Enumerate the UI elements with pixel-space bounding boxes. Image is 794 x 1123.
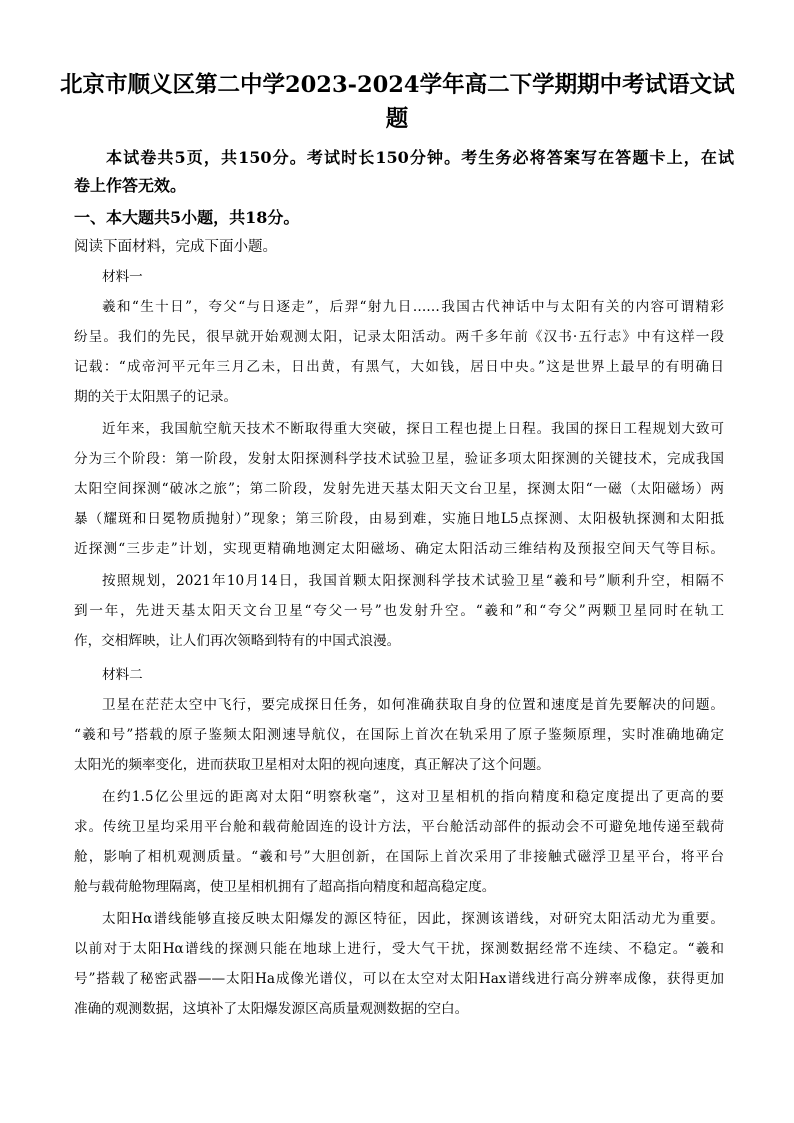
material-1-line: 近年来，我国航空航天技术不断取得重大突破，探日工程也提上日程。我国的探日工程规划大致可 xyxy=(102,421,724,437)
material-1-label: 材料一 xyxy=(102,269,143,285)
document-title-line-1: 北京市顺义区第二中学2023-2024学年高二下学期期中考试语文试 xyxy=(60,72,735,98)
document-title-line-2: 题 xyxy=(385,106,409,132)
material-1-line: 羲和“生十日”，夸父“与日逐走”，后羿“射九日……我国古代神话中与太阳有关的内容可谓精彩 xyxy=(102,299,724,315)
material-1-line: 暴（耀斑和日冕物质抛射）”现象；第三阶段，由易到难，实施日地L5点探测、太阳极轨探测和太阳抵 xyxy=(74,511,724,527)
exam-instructions-line-1: 本试卷共5页，共150分。考试时长150分钟。考生务必将答案写在答题卡上，在试 xyxy=(106,148,734,167)
material-1-line: 近探测“三步走”计划，实现更精确地测定太阳磁场、确定太阳活动三维结构及预报空间天气等目标。 xyxy=(74,541,724,557)
material-1-line: 到一年，先进天基太阳天文台卫星“夸父一号”也发射升空。“羲和”和“夸父”两颗卫星同时在轨工 xyxy=(74,603,724,619)
material-2-line: “羲和号”搭载的原子鉴频太阳测速导航仪，在国际上首次在轨采用了原子鉴频原理，实时准确地确定 xyxy=(74,727,724,743)
material-2-line: 太阳Hα谱线能够直接反映太阳爆发的源区特征，因此，探测该谱线，对研究太阳活动尤为重要。 xyxy=(102,911,724,927)
material-2-line: 卫星在茫茫太空中飞行，要完成探日任务，如何准确获取自身的位置和速度是首先要解决的问题。 xyxy=(102,697,724,713)
material-1-line: 纷呈。我们的先民，很早就开始观测太阳，记录太阳活动。两千多年前《汉书·五行志》中有这样一段 xyxy=(74,329,724,345)
material-1-line: 作，交相辉映，让人们再次领略到特有的中国式浪漫。 xyxy=(74,633,401,649)
section-prompt: 阅读下面材料，完成下面小题。 xyxy=(74,239,277,255)
material-2-line: 舱与载荷舱物理隔离，使卫星相机拥有了超高指向精度和超高稳定度。 xyxy=(74,879,496,895)
material-2-line: 求。传统卫星均采用平台舱和载荷舱固连的设计方法，平台舱活动部件的振动会不可避免地传递至载荷 xyxy=(74,819,724,835)
material-1-line: 记载：“成帝河平元年三月乙未，日出黄，有黑气，大如钱，居日中央。”这是世界上最早的有明确日 xyxy=(74,359,724,375)
material-1-line: 分为三个阶段：第一阶段，发射太阳探测科学技术试验卫星，验证多项太阳探测的关键技术，完成我国 xyxy=(74,451,724,467)
material-2-line: 以前对于太阳Hα谱线的探测只能在地球上进行，受大气干扰，探测数据经常不连续、不稳定。“羲和 xyxy=(74,941,724,957)
material-2-line: 太阳光的频率变化，进而获取卫星相对太阳的视向速度，真正解决了这个问题。 xyxy=(74,757,550,773)
material-1-line: 期的关于太阳黑子的记录。 xyxy=(74,389,238,405)
section-heading: 一、本大题共5小题，共18分。 xyxy=(74,208,300,227)
material-2-label: 材料二 xyxy=(102,667,143,683)
material-2-line: 准确的观测数据，这填补了太阳爆发源区高质量观测数据的空白。 xyxy=(74,1001,469,1017)
exam-instructions-line-2: 卷上作答无效。 xyxy=(74,176,187,195)
material-2-line: 舱，影响了相机观测质量。“羲和号”大胆创新，在国际上首次采用了非接触式磁浮卫星平台，将平台 xyxy=(74,849,724,865)
material-1-line: 太阳空间探测“破冰之旅”；第二阶段，发射先进天基太阳天文台卫星，探测太阳“一磁（太阳磁场）两 xyxy=(74,481,724,497)
material-1-line: 按照规划，2021年10月14日，我国首颗太阳探测科学技术试验卫星“羲和号”顺利升空，相隔不 xyxy=(102,573,724,589)
material-2-line: 在约1.5亿公里远的距离对太阳“明察秋毫”，这对卫星相机的指向精度和稳定度提出了更高的要 xyxy=(102,789,724,805)
material-2-line: 号”搭载了秘密武器——太阳Ha成像光谱仪，可以在太空对太阳Hax谱线进行高分辨率成像，获得更加 xyxy=(74,971,724,987)
